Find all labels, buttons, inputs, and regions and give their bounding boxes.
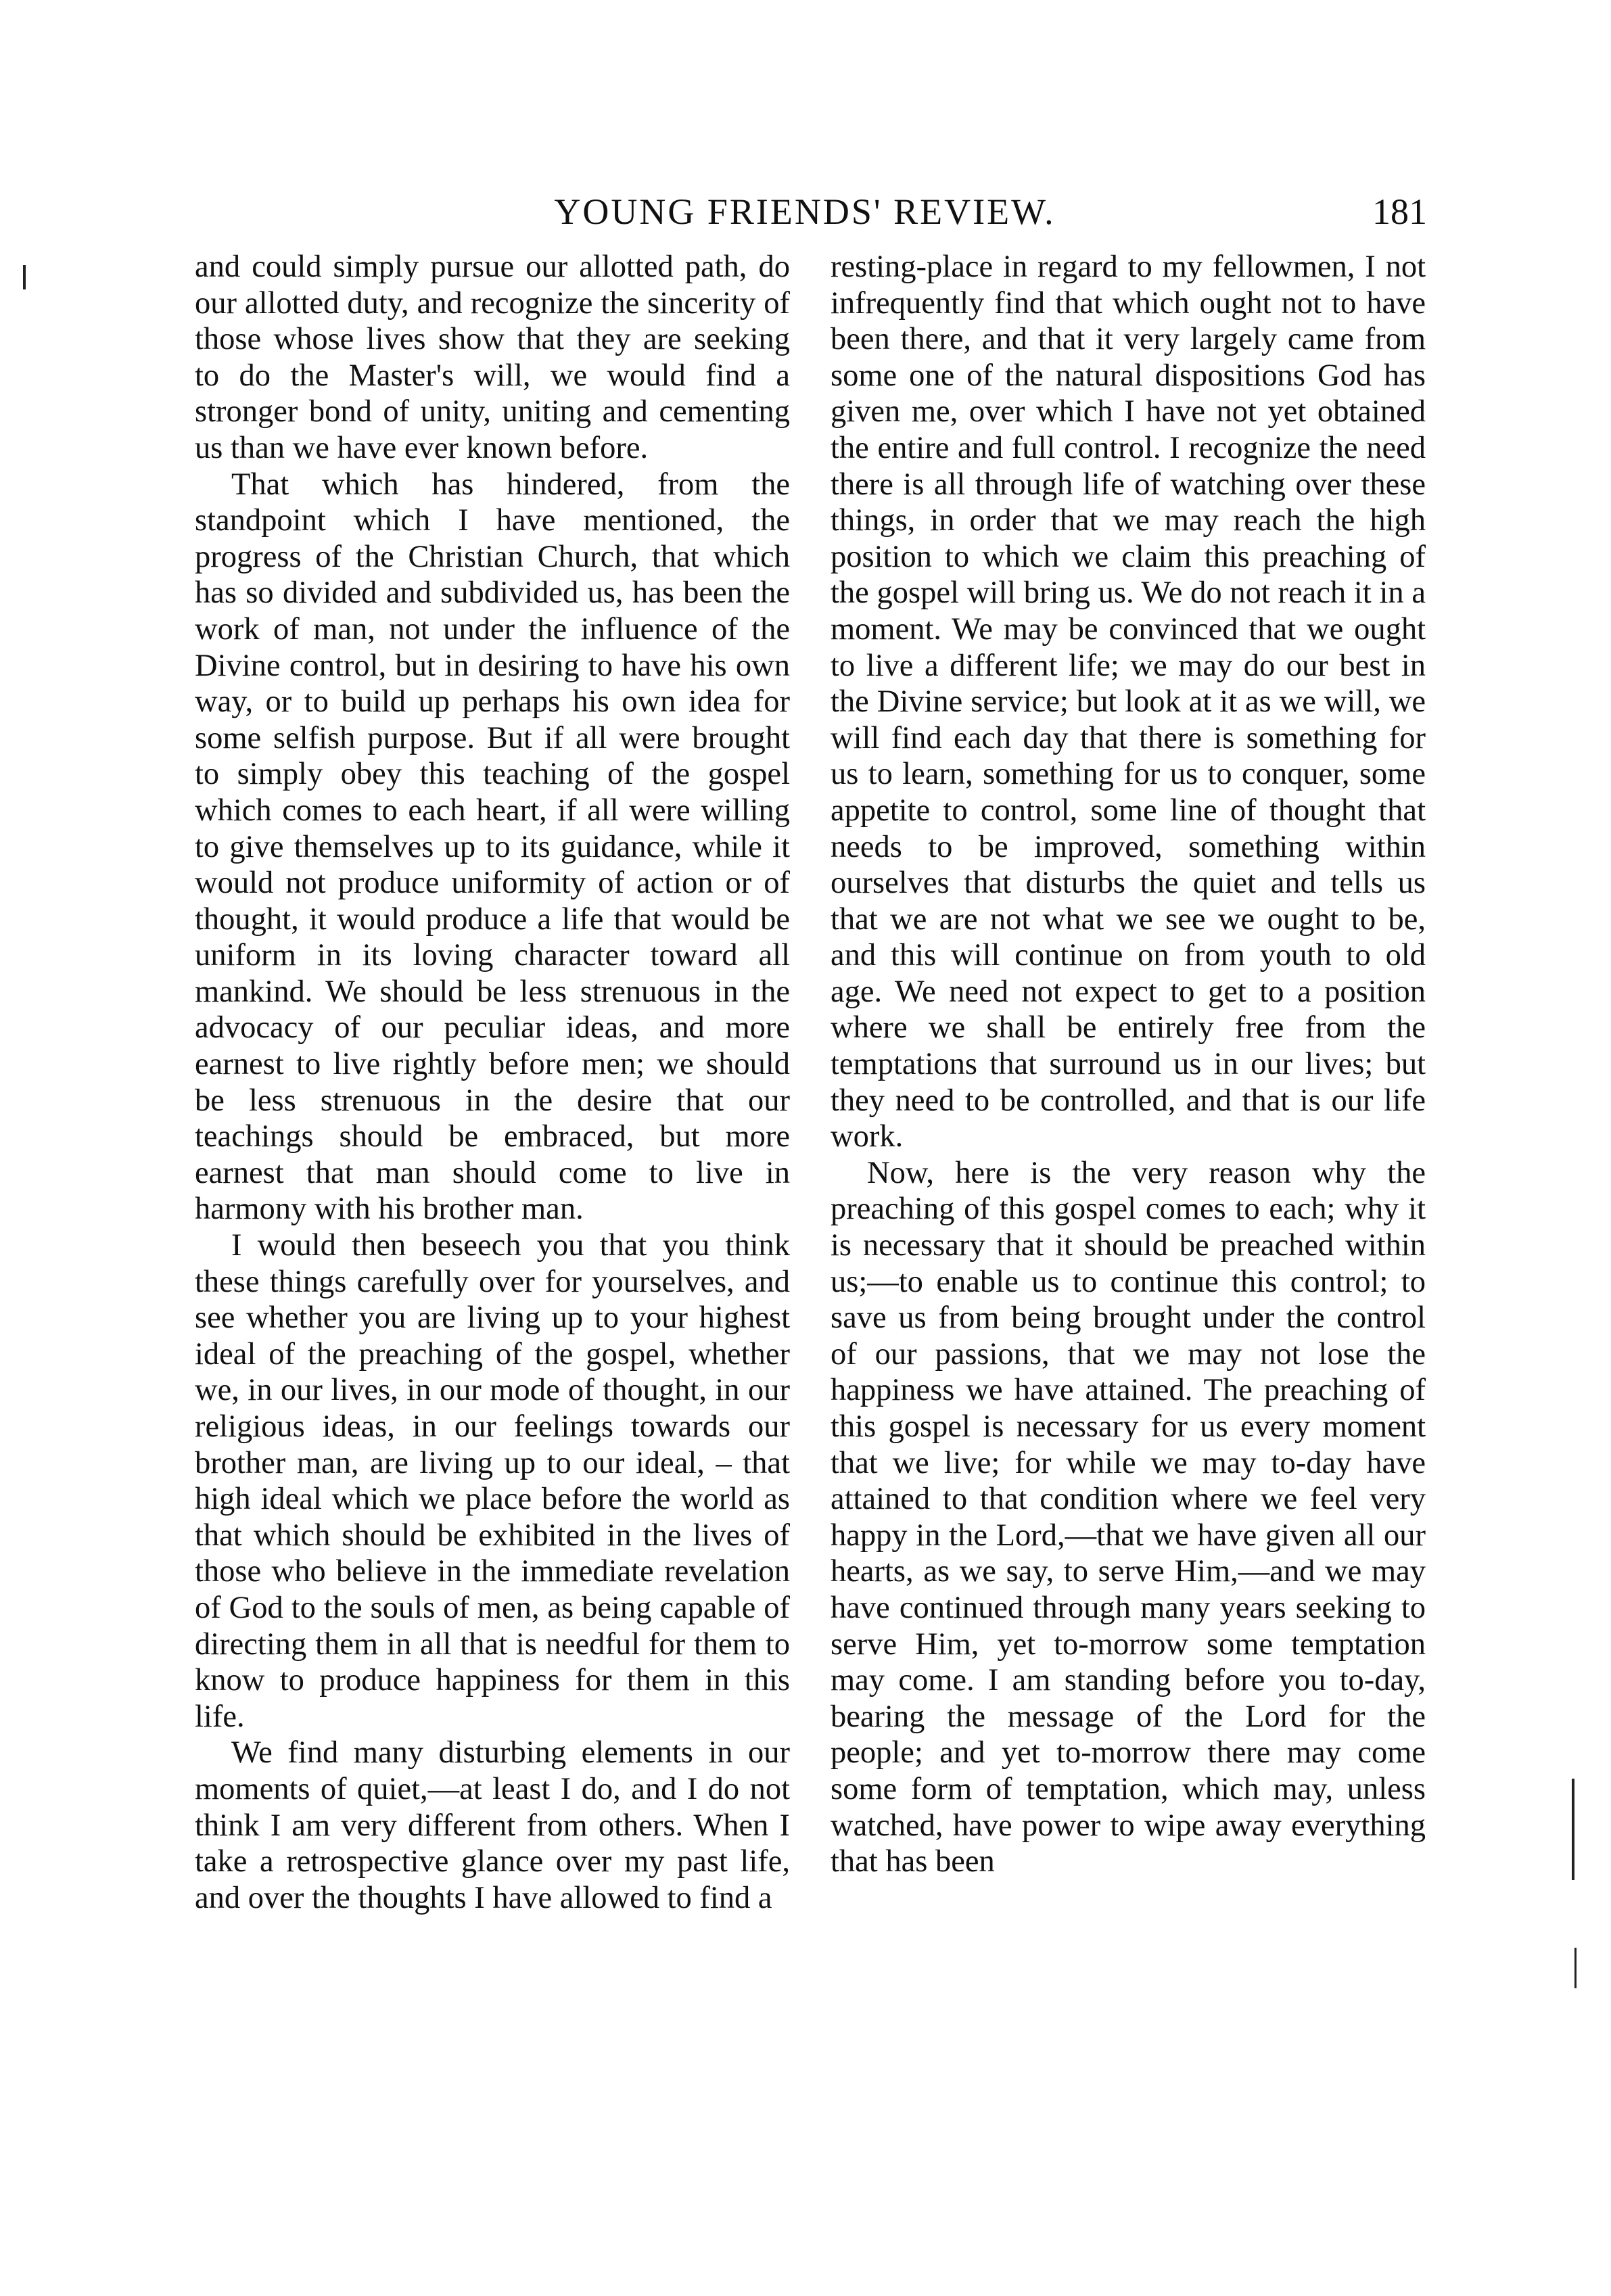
scan-margin-mark <box>23 265 26 289</box>
paragraph: That which has hindered, from the standpoint which I have mentioned, the progress of the Christian Church, that which has so divided and subdivided us, has been the work of man, not under the influence of the Divine control, but in desiring to have his own way, or to build up perhaps his own idea for some selfish purpose. But if all were brought to simply obey this teaching of the gospel which comes to each heart, if all were willing to give themselves up to its guidance, while it would not produce uniformity of action or of thought, it would produce a life that would be uniform in its loving character toward all mankind. We should be less strenuous in the advocacy of our peculiar ideas, and more earnest to live rightly before men; we should be less strenuous in the desire that our teachings should be embraced, but more earnest that man should come to live in harmony with his brother man. <box>195 467 790 1227</box>
left-column <box>195 249 790 1916</box>
page-header <box>183 181 1427 242</box>
right-column <box>831 249 1426 1880</box>
running-title: YOUNG FRIENDS' REVIEW. <box>554 191 1056 232</box>
paragraph: I would then beseech you that you think these things carefully over for yourselves, and see whether you are living up to your highest ideal of the preaching of the gospel, whether we, in our lives, in our mode of thought, in our religious ideas, in our feelings towards our brother man, are living up to our ideal, – that high ideal which we place before the world as that which should be exhibited in the lives of those who believe in the immediate revelation of God to the souls of men, as being capable of directing them in all that is needful for them to know to produce happiness for them in this life. <box>195 1228 790 1734</box>
paragraph: Now, here is the very reason why the preaching of this gospel comes to each; why it is necessary that it should be preached within us;—to enable us to continue this control; to save us from being brought under the control of our passions, that we may not lose the happiness we have attained. The preaching of this gospel is necessary for us every moment that we live; for while we may to-day have attained to that condition where we feel very happy in the Lord,—that we have given all our hearts, as we say, to serve Him,—and we may have continued through many years seeking to serve Him, yet to-morrow some temptation may come. I am standing before you to-day, bearing the message of the Lord for the people; and yet to-morrow there may come some form of temptation, which may, unless watched, have power to wipe away everything that has been <box>831 1155 1426 1879</box>
paragraph: resting-place in regard to my fellowmen, I not infrequently find that which ought not to have been there, and that it very largely came from some one of the natural dispositions God has given me, over which I have not yet obtained the entire and full control. I recognize the need there is all through life of watching over these things, in order that we may reach the high position to which we claim this preaching of the gospel will bring us. We do not reach it in a moment. We may be convinced that we ought to live a different life; we may do our best in the Divine service; but look at it as we will, we will find each day that there is something for us to learn, something for us to conquer, some appetite to control, some line of thought that needs to be improved, something within ourselves that disturbs the quiet and tells us that we are not what we see we ought to be, and this will continue on from youth to old age. We need not expect to get to a position where we shall be entirely free from the temptations that surround us in our lives; but they need to be controlled, and that is our life work. <box>831 250 1426 1154</box>
page-number: 181 <box>1372 191 1427 232</box>
scan-margin-mark <box>1572 1779 1574 1880</box>
scan-margin-mark <box>1574 1948 1577 1988</box>
paragraph: and could simply pursue our allotted path, do our allotted duty, and recognize the sincerity of those whose lives show that they are seeking to do the Master's will, we would find a stronger bond of unity, uniting and cementing us than we have ever known before. <box>195 250 790 465</box>
paragraph: We find many disturbing elements in our moments of quiet,—at least I do, and I do not think I am very different from others. When I take a retrospective glance over my past life, and over the thoughts I have allowed to find a <box>195 1735 790 1915</box>
